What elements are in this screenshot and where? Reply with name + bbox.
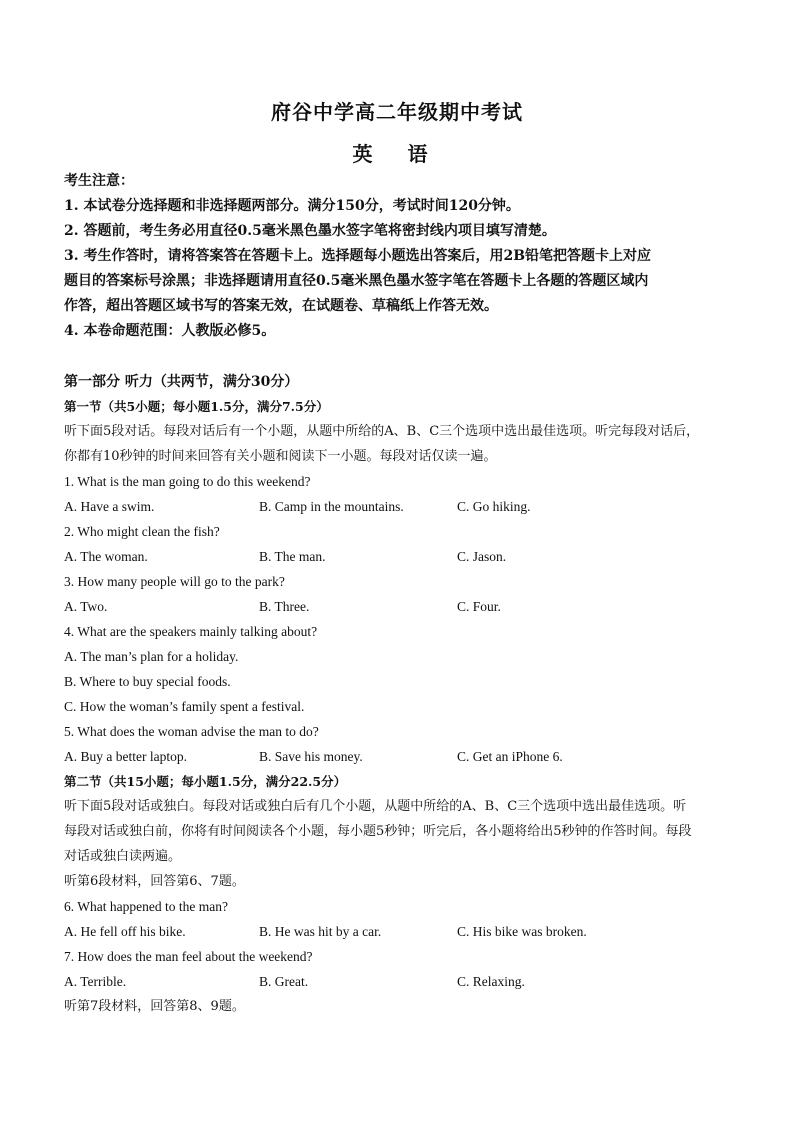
option-c: C. His bike was broken. (457, 924, 587, 939)
option-a: A. The woman. (64, 549, 148, 564)
question-stem: 6. What happened to the man? (64, 899, 228, 914)
section-instructions: 每段对话或独白前，你将有时间阅读各个小题，每小题5秒钟；听完后，各小题将给出5秒钟的作答时间。每段 (64, 824, 692, 839)
section-title: 第一节（共5小题；每小题1.5分，满分7.5分） (64, 399, 329, 414)
question-stem: 4. What are the speakers mainly talking about? (64, 624, 318, 639)
subject-title: 英 语 (352, 142, 442, 166)
question-stem: 5. What does the woman advise the man to do? (64, 724, 319, 739)
question-stem: 3. How many people will go to the park? (64, 574, 285, 589)
option-c: C. Jason. (457, 549, 507, 564)
option-a: A. Terrible. (64, 974, 127, 989)
question-stem: 2. Who might clean the fish? (64, 524, 220, 539)
section-title: 第二节（共15小题；每小题1.5分，满分22.5分） (64, 774, 347, 789)
notice-heading: 考生注意： (64, 173, 134, 189)
option-c: C. Get an iPhone 6. (457, 749, 563, 764)
question-stem: 7. How does the man feel about the weekend? (64, 949, 313, 964)
option-b: B. Great. (259, 974, 309, 989)
material-note: 听第6段材料，回答第6、7题。 (64, 874, 245, 889)
option-c: C. Four. (457, 599, 501, 614)
option-b: B. Where to buy special foods. (64, 674, 231, 689)
option-b: B. The man. (259, 549, 326, 564)
section-instructions: 听下面5段对话或独白。每段对话或独白后有几个小题，从题中所给的A、B、C三个选项中选出最佳选项。听 (64, 799, 687, 814)
option-a: A. The man’s plan for a holiday. (64, 649, 239, 664)
notice-item: 4. 本卷命题范围：人教版必修5。 (64, 323, 276, 339)
notice-item: 2. 答题前，考生务必用直径0.5毫米黑色墨水签字笔将密封线内项目填写清楚。 (64, 223, 556, 239)
option-b: B. Save his money. (259, 749, 363, 764)
option-c: C. Go hiking. (457, 499, 531, 514)
notice-item: 1. 本试卷分选择题和非选择题两部分。满分150分，考试时间120分钟。 (64, 198, 520, 214)
notice-item: 3. 考生作答时，请将答案答在答题卡上。选择题每小题选出答案后，用2B铅笔把答题卡上对应 (64, 248, 652, 264)
material-note: 听第7段材料，回答第8、9题。 (64, 999, 245, 1014)
notice-item: 题目的答案标号涂黑；非选择题请用直径0.5毫米黑色墨水签字笔在答题卡上各题的答题区域内 (64, 273, 649, 289)
option-b: B. He was hit by a car. (259, 924, 382, 939)
section-instructions: 你都有10秒钟的时间来回答有关小题和阅读下一小题。每段对话仅读一遍。 (64, 449, 497, 464)
option-c: C. Relaxing. (457, 974, 525, 989)
option-a: A. Have a swim. (64, 499, 155, 514)
section-instructions: 听下面5段对话。每段对话后有一个小题，从题中所给的A、B、C三个选项中选出最佳选项。听完每段对话后， (64, 424, 700, 439)
option-b: B. Three. (259, 599, 310, 614)
option-b: B. Camp in the mountains. (259, 499, 404, 514)
exam-title: 府谷中学高二年级期中考试 (271, 100, 523, 124)
section-instructions: 对话或独白读两遍。 (64, 849, 182, 864)
option-a: A. Two. (64, 599, 108, 614)
part-title: 第一部分 听力（共两节，满分30分） (64, 374, 299, 390)
option-a: A. Buy a better laptop. (64, 749, 187, 764)
notice-item: 作答，超出答题区域书写的答案无效，在试题卷、草稿纸上作答无效。 (64, 298, 498, 314)
option-c: C. How the woman’s family spent a festival. (64, 699, 305, 714)
option-a: A. He fell off his bike. (64, 924, 186, 939)
question-stem: 1. What is the man going to do this weekend? (64, 474, 311, 489)
